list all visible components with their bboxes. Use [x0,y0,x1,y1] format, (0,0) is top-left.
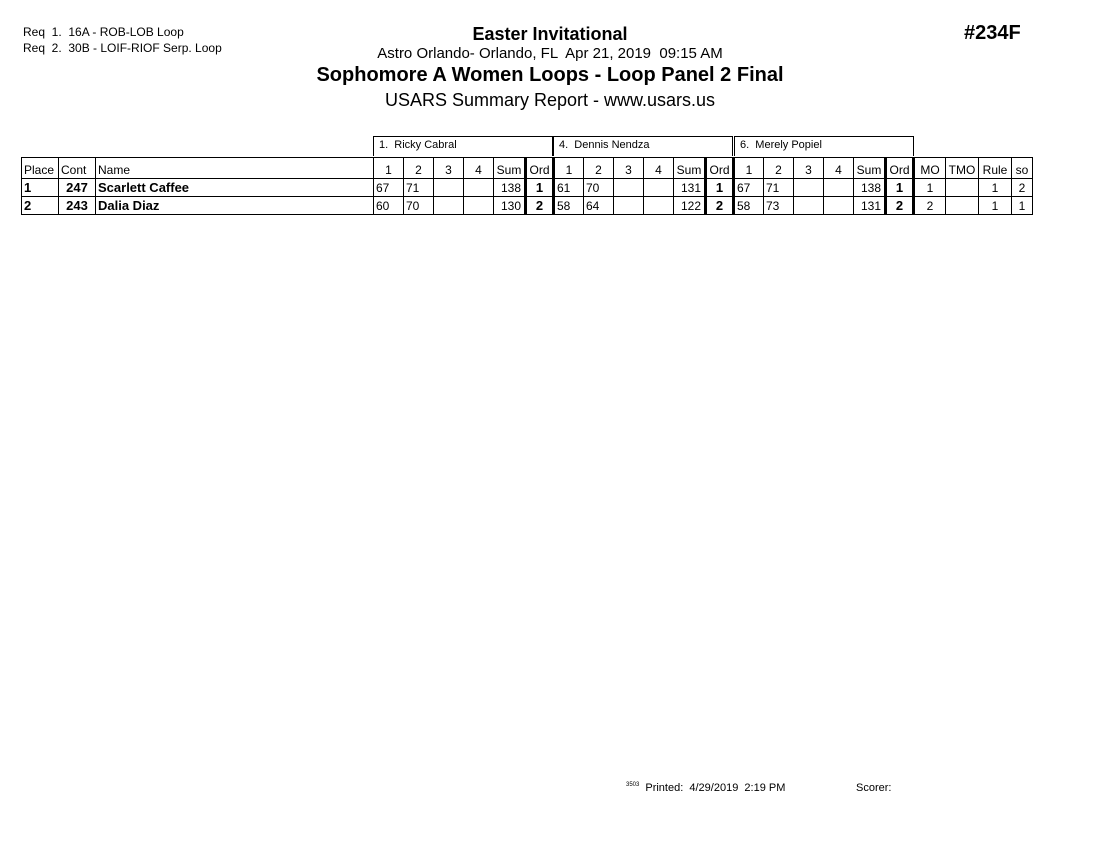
ord-cell: 1 [526,179,554,197]
col-header-mark: 2 [764,158,794,179]
judge-header-2: 4. Dennis Nendza [553,136,733,156]
requirement-1: Req 1. 16A - ROB-LOB Loop [23,25,184,39]
sum-cell: 131 [854,197,886,215]
col-header-mark: 4 [824,158,854,179]
mark-cell [614,197,644,215]
col-header-sum: Sum [854,158,886,179]
sum-cell: 138 [854,179,886,197]
mark-cell: 60 [374,197,404,215]
mark-cell [464,197,494,215]
mark-cell: 58 [734,197,764,215]
col-header-mark: 2 [404,158,434,179]
col-header-ord: Ord [886,158,914,179]
mark-cell [794,197,824,215]
col-header-ord: Ord [526,158,554,179]
judge-header-3: 6. Merely Popiel [734,136,914,156]
col-header-mark: 1 [734,158,764,179]
mark-cell [644,197,674,215]
tmo-cell [946,179,979,197]
report-subtitle: USARS Summary Report - www.usars.us [384,90,716,110]
skater-name: Scarlett Caffee [96,179,374,197]
table-row [22,179,1033,197]
mark-cell [614,179,644,197]
mark-cell [824,179,854,197]
sum-cell: 130 [494,197,526,215]
place-cell: 2 [22,197,59,215]
col-header-mo: MO [914,158,946,179]
results-table [21,157,1033,215]
cont-cell: 247 [59,179,96,197]
scorer-label: Scorer: [856,782,892,794]
event-code: #234F [964,22,1021,44]
mark-cell [794,179,824,197]
col-header-place: Place [22,158,59,179]
mark-cell: 71 [764,179,794,197]
page-title: Sophomore A Women Loops - Loop Panel 2 Final [316,64,784,86]
event-title: Easter Invitational [472,24,628,44]
mark-cell [464,179,494,197]
table-header-row [22,158,1033,179]
mark-cell [824,197,854,215]
mark-cell: 58 [554,197,584,215]
sum-cell: 131 [674,179,706,197]
ord-cell: 1 [706,179,734,197]
col-header-name: Name [96,158,374,179]
mo-cell: 1 [914,179,946,197]
mark-cell: 73 [764,197,794,215]
ord-cell: 1 [886,179,914,197]
printed-timestamp: Printed: 4/29/2019 2:19 PM [645,782,786,794]
skater-name: Dalia Diaz [96,197,374,215]
printed-footer [626,782,785,794]
so-cell: 2 [1012,179,1033,197]
col-header-mark: 3 [794,158,824,179]
col-header-mark: 3 [434,158,464,179]
ord-cell: 2 [706,197,734,215]
rule-cell: 1 [979,179,1012,197]
table-row [22,197,1033,215]
sum-cell: 138 [494,179,526,197]
mark-cell [434,179,464,197]
col-header-sum: Sum [494,158,526,179]
mark-cell: 67 [734,179,764,197]
sum-cell: 122 [674,197,706,215]
requirement-2: Req 2. 30B - LOIF-RIOF Serp. Loop [23,41,222,55]
cont-cell: 243 [59,197,96,215]
mo-cell: 2 [914,197,946,215]
mark-cell: 71 [404,179,434,197]
col-header-mark: 3 [614,158,644,179]
col-header-tmo: TMO [946,158,979,179]
tmo-cell [946,197,979,215]
col-header-cont: Cont [59,158,96,179]
col-header-so: so [1012,158,1033,179]
so-cell: 1 [1012,197,1033,215]
mark-cell: 70 [584,179,614,197]
col-header-mark: 4 [644,158,674,179]
mark-cell [434,197,464,215]
event-location: Astro Orlando- Orlando, FL Apr 21, 2019 09:15 AM [377,45,723,62]
judge-header-1: 1. Ricky Cabral [373,136,553,156]
footer-code: 3503 [626,782,640,788]
col-header-mark: 4 [464,158,494,179]
mark-cell: 70 [404,197,434,215]
mark-cell: 64 [584,197,614,215]
col-header-ord: Ord [706,158,734,179]
mark-cell: 61 [554,179,584,197]
ord-cell: 2 [886,197,914,215]
ord-cell: 2 [526,197,554,215]
col-header-rule: Rule [979,158,1012,179]
col-header-mark: 1 [374,158,404,179]
mark-cell: 67 [374,179,404,197]
rule-cell: 1 [979,197,1012,215]
col-header-mark: 1 [554,158,584,179]
col-header-mark: 2 [584,158,614,179]
mark-cell [644,179,674,197]
place-cell: 1 [22,179,59,197]
col-header-sum: Sum [674,158,706,179]
